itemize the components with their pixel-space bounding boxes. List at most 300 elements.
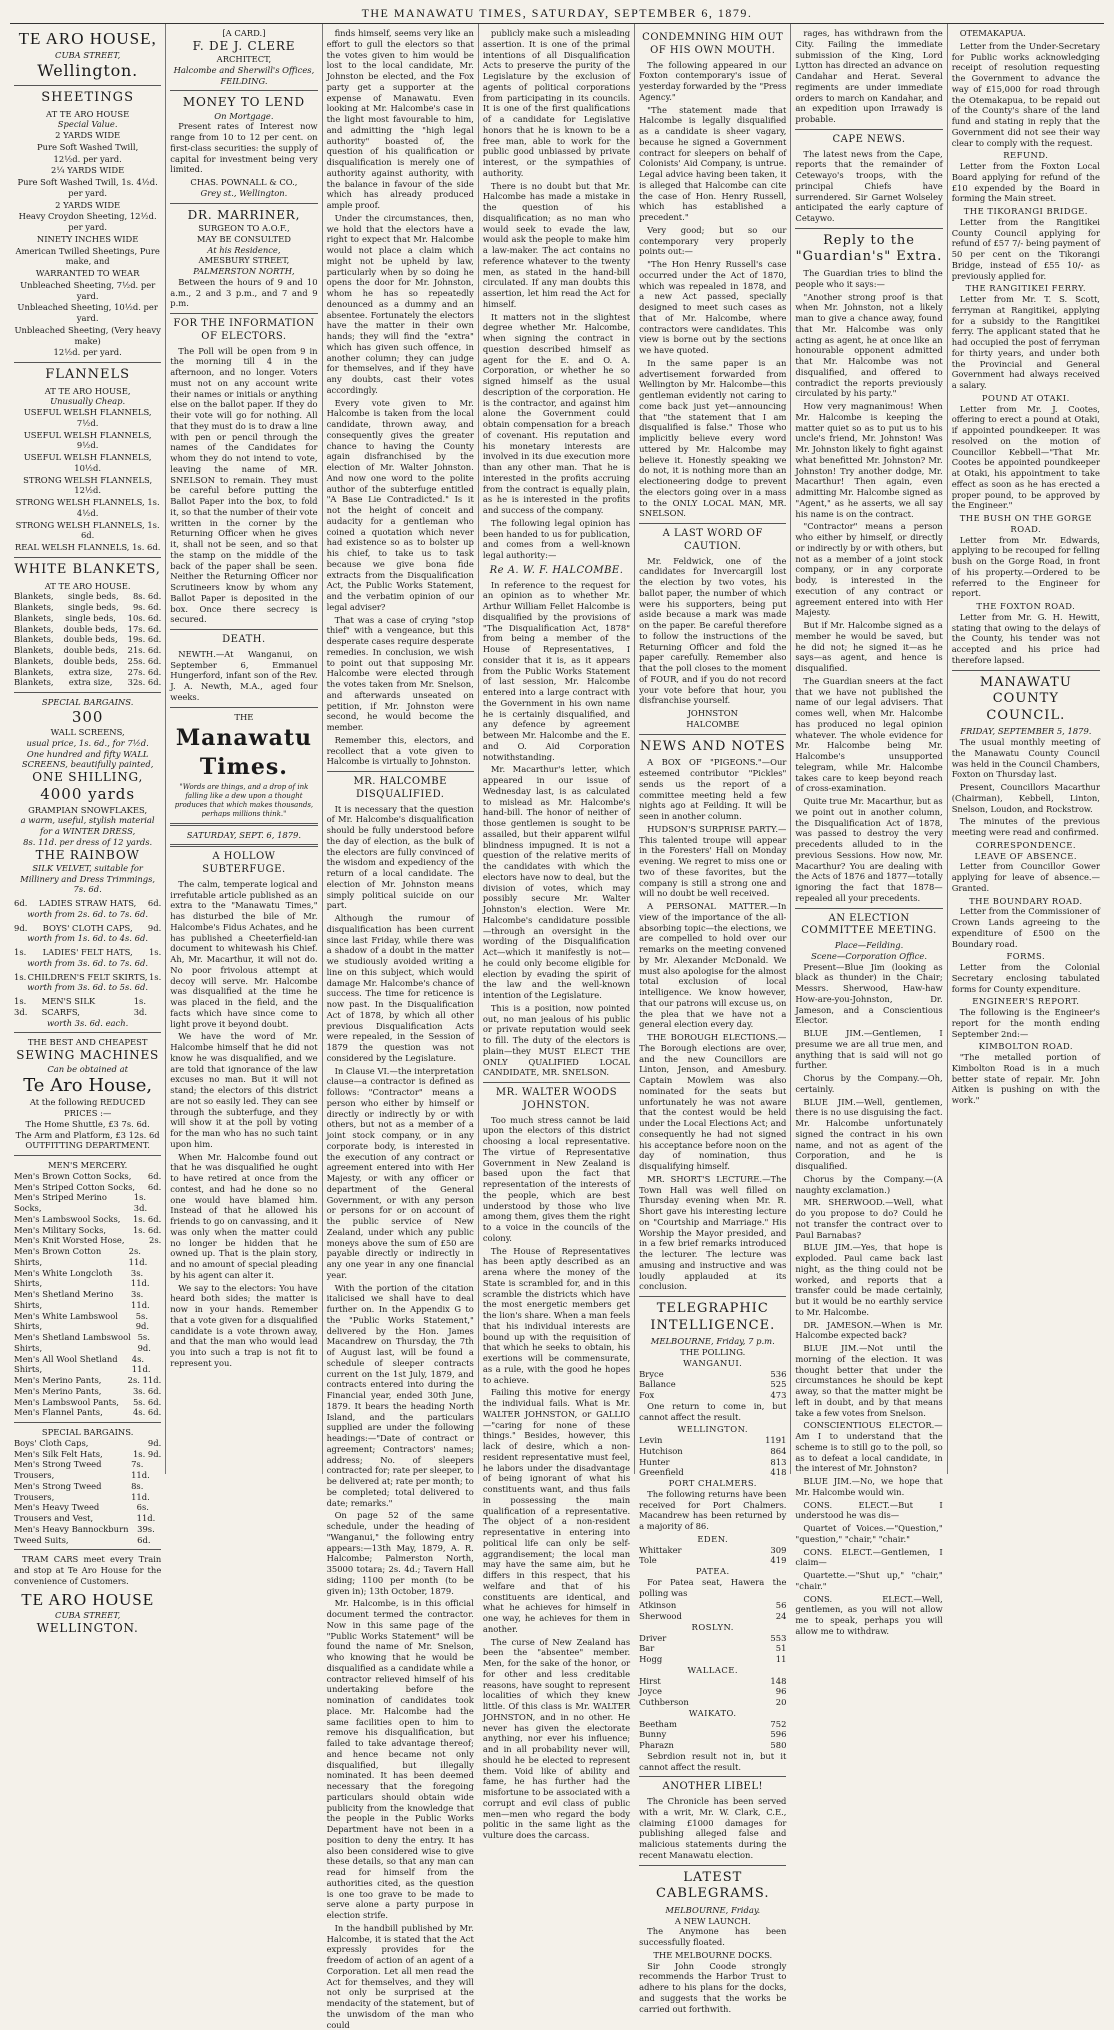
leader-text: [170, 879, 317, 1369]
divider: [14, 557, 161, 558]
sale-row: [14, 923, 161, 934]
condemning-body: [639, 60, 786, 520]
flannel-line: STRONG WELSH FLANNELS, 1s. 6d.: [15, 519, 160, 541]
committee-paragraph: CONSCIENTIOUS ELECTOR.—Am I to understand that the scheme is to still go to the poll, so as to defeat a local candidate, in the interest of Mr. Johnston?: [795, 1420, 943, 1474]
johnston-label: JOHNSTON: [687, 708, 738, 719]
sale-worth: worth from 3s. 6d. to 5s. 6d.: [27, 982, 148, 993]
divider: [14, 1549, 161, 1550]
sheeting-line: Unbleached Sheeting, 7½d. per yard.: [20, 279, 156, 301]
poll-row: [639, 1467, 786, 1478]
correspondence-heading: CORRESPONDENCE.: [975, 839, 1077, 850]
bargain-row-cell: 39s. 6d.: [137, 1523, 155, 1545]
mercery-row-cell: Men's Shetland Merino Shirts,: [14, 1289, 114, 1310]
article-paragraph: "The Hon Henry Russell's case occurred under the Act of 1870, which was repealed in 1878, and a new Act passed, specially designed to meet such cases as that of Mr. Halcombe, where contractors were candidates. This view is borne out by the sections we have quoted.: [639, 259, 787, 356]
special-bargains-2: SPECIAL BARGAINS.: [41, 1427, 134, 1438]
article-paragraph: The following legal opinion has been handed to us for publication, and comes from a well-known legal authority:—: [482, 517, 631, 560]
blanket-row-cell: 19s. 6d.: [127, 634, 162, 645]
column-7: [948, 24, 1104, 1474]
condemning-heading: CONDEMNING HIM OUT OF HIS OWN MOUTH.: [642, 32, 784, 56]
mercery-row-cell: 2s. 11d.: [127, 1375, 162, 1386]
mercery-row-cell: 1s. 6d.: [132, 1224, 162, 1235]
mercery-row: [14, 1407, 161, 1418]
column-1: [10, 24, 166, 1636]
poll-row-cell: 553: [770, 1632, 787, 1643]
article-paragraph: Very good; but so our contemporary very properly points out:—: [639, 224, 787, 257]
four-thousand: 4000 yards: [40, 785, 136, 804]
docks-text: Sir John Coode strongly recommends the Harbor Trust to adhere to his plans for the docks, and suggests that the works be carried out forthwith.: [639, 1960, 787, 2014]
blankets-sub: AT TE ARO HOUSE.: [44, 580, 131, 591]
poll-row: [639, 1457, 786, 1468]
mercery-row-cell: 3s. 6d.: [132, 1385, 162, 1396]
mercery-list: [14, 1171, 161, 1418]
article-paragraph: Every vote given to Mr. Halcombe is taken from the local candidate, thrown away, and consequently gives the greater chance to having the County again disfranchised by the election of Mr. Walter Johnston. And now one word to the polite author of the subterfuge entitled "A Base Lie Contradicted." Is it not the height of conceit and audacity for a gentleman who coined a quotation which never had existence so as to bolster up his chief, to take us to task because we give bona fide extracts from the Disqualification Act, the Public Works Statement, and the verbatim opinion of our legal adviser?: [326, 397, 474, 612]
cape-text: The latest news from the Cape, reports that the remainder of Cetewayo's troops, with the principal Chiefs have surrendered. Sir Garnet Wolseley anticipated the early capture of Cetaywo.: [795, 148, 943, 224]
column-3: [323, 24, 479, 2030]
sale-price: 1s.: [148, 971, 162, 982]
blanket-row-cell: single beds,: [67, 602, 119, 613]
gorge-heading: THE BUSH ON THE GORGE ROAD.: [959, 513, 1092, 534]
card-label: [A CARD.]: [222, 28, 266, 38]
poll-row-cell: 51: [775, 1643, 787, 1654]
divider: [639, 523, 786, 524]
mercery-row-cell: 5s. 9d.: [135, 1310, 150, 1332]
committee-paragraph: BLUE JIM.—Not until the morning of the election. It was thought better that under the circumstances he should be kept away, so that the matter might be left in doubt, and by that means take a few votes from Snelson.: [795, 1343, 943, 1418]
council-present: Present, Councillors Macarthur (Chairman), Kebbell, Linton, Snelson, Loudon, and Rockstrow.: [951, 782, 1100, 814]
mercery-row: [14, 1375, 161, 1386]
sale-row: [14, 947, 161, 958]
leader-paragraph: We have the word of Mr. Halcombe himself that he did not know he was disqualified, and we are told that ignorance of the law excuses no man. But it will not stand; the electors of this district are not so easily led. They can see through the subterfuge, and they will show it at the poll by voting for the man who has no such taint upon him.: [170, 1031, 318, 1149]
polling-heading: THE POLLING.: [680, 1347, 746, 1358]
poll-row-cell: 418: [770, 1467, 787, 1478]
committee-paragraph: BLUE JIM.—Gentlemen, I presume we are all true men, and anything that is said will not go further.: [795, 1028, 943, 1071]
poll-row: [639, 1633, 786, 1644]
one-shilling: ONE SHILLING,: [32, 770, 144, 785]
sheeting-line: 2 YARDS WIDE: [55, 199, 121, 210]
foxton-text: Letter from Mr. G. H. Hewitt, stating that owing to the delays of the County, his tender was not accepted and his price had therefore lapsed.: [951, 611, 1100, 665]
ferry-heading: THE RANGITIKEI FERRY.: [965, 283, 1087, 294]
architect: ARCHITECT,: [216, 54, 272, 65]
news-paragraph: HUDSON'S SURPRISE PARTY.—This talented troupe will appear in the Foresters' Hall on Monday evening. We regret to miss one or two of these favorites, but the company is still a strong one and will no doubt be well received.: [639, 823, 787, 899]
blanket-row-cell: double beds,: [63, 655, 118, 666]
sale-row: [14, 996, 161, 1018]
reply-body: [795, 268, 942, 904]
news-body: [639, 757, 786, 1292]
grampian-note: a warm, useful, stylish material for a WINTER DRESS,: [20, 815, 155, 837]
committee-paragraph: BLUE JIM.—No, we hope that Mr. Halcombe would win.: [795, 1476, 943, 1497]
sheeting-line: 2¼ YARDS WIDE: [51, 165, 125, 176]
mercery-row: [14, 1332, 161, 1354]
sheeting-line: American Twilled Sheetings, Pure make, and: [15, 245, 160, 267]
bargain-row: [14, 1524, 161, 1546]
blanket-row-cell: extra size,: [68, 666, 113, 677]
sheeting-line: Unbleached Sheeting, 10½d. per yard.: [17, 302, 158, 324]
tram-notice: TRAM CARS meet every Train and stop at Te Aro House for the convenience of Customers.: [14, 1554, 162, 1586]
blanket-row-cell: single beds,: [67, 591, 119, 602]
sale-price: 1s.: [14, 971, 27, 982]
wall-screens-note: usual price, 1s. 6d., for 7½d.: [26, 737, 149, 748]
article-paragraph: That was a case of crying "stop thief" with a vengeance, but this desperate cases require desperate remedies. In conclusion, we wish to point out that supposing Mr. Halcombe were elected through the votes taken from Mr. Snelson, and afterwards unseated on petition, if Mr. Johnston were second, he would become the member.: [326, 614, 474, 732]
sheeting-line: NINETY INCHES WIDE: [36, 233, 139, 244]
poll-row-cell: Tole: [639, 1555, 657, 1566]
mercery-row-cell: Men's Shetland Lambswool Shirts,: [14, 1332, 131, 1353]
tikorangi-text: Letter from the Rangitikei County Council applying for refund of £57 7/- being payment of 50 per cent on the Tikorangi Bridge, instead of £55 10/- as previously applied for.: [951, 216, 1100, 281]
grampian-price: 8s. 11d. per dress of 12 yards.: [23, 836, 153, 847]
poll-row-cell: Whittaker: [639, 1544, 682, 1555]
sale-row: [14, 972, 161, 983]
divider: [170, 313, 317, 314]
article-paragraph: The curse of New Zealand has been the "absentee" member. Men, for the sake of the honor, or for other and less creditable reasons, have sought to represent localities of which they knew little. Of this class is Mr. WALTER JOHNSTON, and in no other. He never has given the electorate anything, nor ever his influence; and in all probability never will, should he be elected to represent them. Void like of ability and fame, he has further had the misfortune to be associated with a corrupt and evil class of public men—men who regard the body politic in the same light as the vulture does the carcass.: [482, 1636, 631, 1841]
article-body: [952, 28, 1100, 148]
poll-row: [639, 1729, 786, 1740]
reply-paragraph: The Guardian sneers at the fact that we have not published the name of our legal advisers. That comes well, when Mr. Halcombe has produced no legal opinion whatever. The whole evidence for Mr. Halcombe being Mr. Halcombe's unsupported telegram, while Mr. Halcombe takes care to keep beyond reach of cross-examination.: [795, 675, 943, 794]
sale-item: CHILDREN'S FELT SKIRTS,: [27, 971, 148, 982]
bargain-row-cell: 6s. 11d.: [136, 1502, 156, 1524]
blanket-row-cell: Blankets,: [14, 591, 54, 602]
waikato-results: [639, 1719, 786, 1751]
news-paragraph: MR. SHORT'S LECTURE.—The Town Hall was well filled on Thursday evening when Mr. R. Short gave his interesting lecture on "Courtship and Marriage." His Worship the Mayor presided, and in a few brief remarks introduced the lecturer. The lecture was amusing and instructive and was loudly applauded at its conclusion.: [639, 1173, 787, 1292]
poll-row: [639, 1390, 786, 1401]
article-paragraph: The House of Representatives has been aptly described as an arena where the money of the State is scrambled for, and in this scramble the districts which have the most energetic members get the lion's share. When a man feels that his individual interests are bound up with the requisition of that which he seeks to obtain, his exertions will be commensurate, as a rule, with the good he hopes to achieve.: [482, 1245, 631, 1385]
sale-item: MEN'S SILK SCARFS,: [41, 996, 96, 1017]
flannel-line: USEFUL WELSH FLANNELS, 9½d.: [23, 429, 152, 451]
blanket-row-cell: Blankets,: [14, 634, 54, 645]
mercery-row-cell: Men's Military Socks,: [14, 1224, 107, 1235]
poll-row-cell: 1191: [765, 1435, 787, 1446]
mercery-row-cell: 1s. 6d.: [132, 1213, 162, 1224]
divider: [170, 90, 317, 91]
rainbow-note: SILK VELVET, suitable for Millinery and Dress Trimmings, 7s. 6d.: [20, 862, 156, 895]
bargain-row-cell: Men's Strong Tweed Trousers,: [14, 1480, 102, 1502]
opinion-paragraph: This is a position, now pointed out, no man jealous of his public or private reputation would seek to fill. The duty of the electors is plain—they MUST ELECT THE ONLY QUALIFIED LOCAL CANDIDATE, MR. SNELSON.: [482, 1002, 631, 1078]
bargain-row-cell: 8s. 11d.: [131, 1480, 150, 1502]
pownall-address: Grey st., Wellington.: [200, 187, 288, 198]
mercery-row-cell: Men's Striped Cotton Socks,: [14, 1181, 136, 1192]
the-label: THE: [234, 711, 254, 722]
bargain-row: [14, 1502, 161, 1524]
wallace-heading: WALLACE.: [687, 1664, 739, 1675]
palmerston: PALMERSTON NORTH,: [193, 266, 295, 277]
masthead: THE MANAWATU TIMES, SATURDAY, SEPTEMBER 6, 1879.: [10, 6, 1104, 24]
mercery-row: [14, 1268, 161, 1290]
eden-results: [639, 1545, 786, 1567]
poll-row-cell: Hirst: [639, 1675, 661, 1686]
sheeting-line: Pure Soft Washed Twill,: [37, 141, 139, 152]
blanket-row-cell: Blankets,: [14, 602, 54, 613]
committee-paragraph: BLUE JIM.—Yes, that hope is exploded. Paul came back last night, as the thing could not be worked, and reports that a transfer could be made certainly, but it would be no earthly service to Mr. Halcombe.: [795, 1242, 943, 1317]
kimbolton-text: "The metalled portion of Kimbolton Road is in a much better state of repair. Mr. John Aitken is pushing on with the work.": [951, 1052, 1100, 1106]
poll-row: [639, 1379, 786, 1390]
mercery-row-cell: Men's Lambswool Socks,: [14, 1213, 121, 1224]
divider: [639, 1865, 786, 1866]
blanket-row: [14, 624, 161, 635]
footer-street: CUBA STREET,: [55, 1610, 121, 1621]
mercery-row-cell: Men's White Lambswool Shirts,: [14, 1310, 118, 1332]
sale-price: 9d.: [147, 922, 162, 933]
sale-price: 6d.: [14, 898, 28, 909]
article-paragraph: In the handbill published by Mr. Halcombe, it is stated that the Act expressly provides for the freedom of action of an agent of a Corporation. Let all men read the Act for themselves, and they will not only be surprised at the mendacity of the statement, but of the unwisdom of the man who could: [326, 1922, 474, 2030]
clere-address: Halcombe and Sherwill's Offices, FEILDING.: [173, 64, 315, 86]
poll-row-cell: 752: [770, 1718, 787, 1729]
poll-row: [639, 1435, 786, 1446]
special-value: Special Value.: [57, 119, 118, 130]
flannel-line: STRONG WELSH FLANNELS, 12½d.: [23, 474, 153, 496]
poll-row-cell: Hutchison: [639, 1445, 683, 1456]
article-paragraph: "The statement made that Halcombe is legally disqualified as a candidate is sheer vagary, because he signed a Government contract for sleepers on behalf of Colonists' Aid Company, is untrue. Legal advice having been taken, it is alleged that Halcombe can cite the case of Hon. Henry Russell, which has established a precedent.": [639, 104, 787, 223]
divider: [639, 1296, 786, 1297]
divider: [795, 129, 942, 130]
poll-row: [639, 1446, 786, 1457]
money-heading: MONEY TO LEND: [182, 95, 305, 110]
forms-heading: FORMS.: [1006, 951, 1046, 962]
sale-worth: worth from 3s. 6d. to 7s. 6d.: [27, 957, 148, 968]
mercery-row-cell: Men's Merino Pants,: [14, 1385, 102, 1396]
sheeting-line: Unbleached Sheeting, (Very heavy make): [14, 324, 161, 346]
committee-paragraph: CONS. ELECT.—Gentlemen, I claim—: [795, 1546, 943, 1568]
reply-paragraph: "Another strong proof is that when Mr. Johnston, not a likely man to give a chance away, found that Mr. Halcombe was only acting as agent, he at once like an honourable opponent admitted that Mr. Halcombe was not disqualified, and offered to contradict the reports previously circulated by his party.": [795, 291, 943, 399]
johnston-body: [483, 1115, 630, 1841]
divider: [170, 629, 317, 630]
article-paragraph: The following appeared in our Foxton contemporary's issue of yesterday forwarded by the "Press Agency.": [639, 59, 787, 102]
flannel-line: STRONG WELSH FLANNELS, 1s. 4½d.: [15, 497, 160, 518]
blanket-row-cell: Blankets,: [14, 655, 54, 666]
poll-row: [639, 1555, 786, 1566]
poll-row-cell: 24: [775, 1611, 787, 1622]
poll-row-cell: 56: [775, 1600, 787, 1611]
blanket-row-cell: Blankets,: [14, 666, 54, 677]
divider: [14, 1155, 161, 1156]
flannel-line: REAL WELSH FLANNELS, 1s. 6d.: [14, 542, 161, 553]
blanket-row-cell: 17s. 6d.: [127, 623, 162, 634]
otaki-text: Letter from Mr. J. Cootes, offering to erect a pound at Otaki, if appointed poundkeeper. It was resolved on the motion of Councillor Kebbell—"That Mr. Cootes be appointed poundkeeper at Otaki, his appointment to take effect as soon as he has erected a proper pound, to be approved by the Engineer.": [951, 403, 1100, 511]
article-paragraph: OTEMAKAPUA.: [959, 28, 1026, 38]
bargain-row-cell: 7s. 11d.: [131, 1459, 150, 1481]
poll-row-cell: Hunter: [639, 1456, 670, 1467]
flannels-list: [14, 407, 161, 553]
blanket-row: [14, 634, 161, 645]
leader-paragraph: We say to the electors: You have heard both sides; the matter is now in your hands. Remember that a vote given for a disqualified candidate is a vote thrown away, and that the man who would lead you into such a trap is not fit to represent you.: [170, 1282, 318, 1368]
opinion-body: [483, 580, 630, 1079]
warning-heading: A LAST WORD OF CAUTION.: [662, 528, 763, 552]
poll-row-cell: 309: [770, 1544, 787, 1555]
committee-paragraph: Quartette.—"Shut up," "chair," "chair.": [795, 1570, 943, 1591]
blanket-row-cell: double beds,: [63, 634, 118, 645]
committee-paragraph: Present—Blue Jim (looking as black as thunder) in the Chair; Messrs. Sherwood, Haw-haw How-are-you-Johnston, Dr. Jameson, and a Conscientious Elector.: [795, 961, 943, 1026]
mercery-row-cell: 6d.: [147, 1181, 162, 1192]
store-city: Wellington.: [37, 60, 139, 80]
divider: [170, 707, 317, 708]
blanket-row-cell: double beds,: [63, 623, 118, 634]
waikato-note: Sebrdion result not in, but it cannot affect the result.: [639, 1750, 787, 1772]
council-heading: MANAWATU COUNTY COUNCIL.: [979, 674, 1072, 723]
residence: At his Residence,: [207, 244, 281, 255]
poll-row-cell: 813: [770, 1456, 787, 1467]
wallace-results: [639, 1676, 786, 1708]
committee-paragraph: Quartet of Voices.—"Question," "question," "chair," "chair.": [795, 1523, 943, 1544]
warning-body: [639, 556, 786, 707]
mercery-row-cell: 5s. 6d.: [132, 1396, 162, 1407]
cape-heading: CAPE NEWS.: [832, 133, 906, 145]
mercery-row: [14, 1311, 161, 1333]
poll-row-cell: Fox: [639, 1390, 655, 1401]
blanket-row: [14, 677, 161, 688]
bargain-300: 300: [71, 707, 104, 726]
mercery-row: [14, 1235, 161, 1246]
article-paragraph: In Clause VI.—the interpretation clause—a contractor is defined as follows: "Contractor" means a person who either by himself or directly or indirectly by or with others, but not as a member of a joint stock company, or in any corporate body, is interested in the execution of any contract or agreement entered into with Her Majesty, or with any officer or department of the General Government, or with any person or persons for or on account of the public service of New Zealand, under which any public moneys above the sum of £50 are payable directly or indirectly in any one year in any one financial year.: [326, 1065, 474, 1280]
divider: [639, 1776, 786, 1777]
libel-heading: ANOTHER LIBEL!: [662, 1781, 763, 1793]
article-body: [327, 28, 474, 767]
wanganui-results: [639, 1369, 786, 1401]
mercery-row: [14, 1397, 161, 1408]
mercery-row-cell: Men's Brown Cotton Socks,: [14, 1170, 132, 1181]
wall-screens-hundred: One hundred and fifty WALL SCREENS, beautifully painted,: [21, 748, 154, 770]
electors-text: The Poll will be open from 9 in the morning till 4 in the afternoon, and no longer. Voters must not on any account write their names or initials or anything else on the ballot paper. If they do their vote will go for nothing. All that they must do is to draw a line with pen or pencil through the names of the Candidates for whom they do not intend to vote, leaving the name of MR. SNELSON to remain. They must be careful before putting the Ballot Paper into the box, to fold it, so that the number of their vote written in the corner by the Returning Officer when he gives it, shall not be seen, and so that the stamp on the middle of the back of the paper shall be seen. Neither the Returning Officer nor Scrutineers know by whom any Ballot Paper is deposited in the box. Once there secrecy is secured.: [170, 345, 318, 625]
poll-row-cell: 20: [775, 1697, 787, 1708]
committee-place: Place—Feilding.: [834, 940, 904, 951]
divider: [14, 85, 161, 86]
mercery-row-cell: 3s. 11d.: [130, 1267, 150, 1289]
paper-title: Manawatu Times.: [175, 725, 313, 780]
pownall: CHAS. POWNALL & CO.,: [190, 177, 298, 188]
council-text: The usual monthly meeting of the Manawatu County Council was held in the Council Chambers, Foxton on Thursday last.: [951, 737, 1100, 780]
blanket-row-cell: 9s. 6d.: [132, 602, 162, 613]
columns: [10, 24, 1104, 2030]
blanket-row-cell: single beds,: [65, 612, 116, 623]
blanket-row: [14, 667, 161, 678]
divider: [170, 823, 317, 826]
bargain-row-cell: Men's Silk Felt Hats,: [14, 1448, 103, 1459]
poll-row-cell: 596: [770, 1729, 787, 1740]
warning-paragraph: Mr. Feldwick, one of the candidates for Invercargill lost the election by two votes, his ballot paper, the number of which were his supporters, being put aside because a mark was made on the paper. Be careful therefore to follow the instructions of the Returning Officer and fold the paper carefully. Remember also that the poll closes to the moment of FOUR, and if you do not record your vote before that hour, you disfranchise yourself.: [639, 555, 787, 706]
sale-row: [14, 898, 161, 909]
otaki-heading: POUND AT OTAKI.: [981, 392, 1070, 403]
poll-row-cell: 525: [770, 1379, 787, 1390]
poll-row-cell: Sherwood: [639, 1611, 682, 1622]
blankets-list: [14, 591, 161, 688]
outfitting: OUTFITTING DEPARTMENT.: [25, 1140, 150, 1151]
opinion-paragraph: In reference to the request for an opinion as to whether Mr. Arthur William Fellet Halcombe is disqualified by the provisions of "The Disqualification Act, 1878" from being a member of the House of Representatives, I consider that it is, as it appears from the Public Works Statement of last session, Mr. Halcombe entered into a large contract with the Government in his own name he is certainly disqualified, and any defence by agreement between Mr. Halcombe and the E. and O. Aid Corporation notwithstanding.: [482, 579, 631, 762]
wellington-heading: WELLINGTON.: [677, 1424, 749, 1435]
divider: [327, 771, 474, 772]
sheeting-line: WARRANTED TO WEAR: [35, 268, 140, 279]
death-text: NEWTH.—At Wanganui, on September 6, Emmanuel Hungerford, infant son of the Rev. J. A. Newth, M.A., aged four weeks.: [170, 648, 318, 702]
mercery-row-cell: Men's Merino Pants,: [14, 1375, 102, 1386]
store-name: TE ARO HOUSE,: [18, 29, 157, 48]
news-heading: NEWS AND NOTES: [639, 738, 786, 754]
foxton-heading: THE FOXTON ROAD.: [976, 601, 1076, 611]
bargain-row-cell: 1s. 9d.: [132, 1448, 162, 1459]
sale-item: LADIES STRAW HATS,: [38, 898, 137, 909]
leave-heading: LEAVE OF ABSENCE.: [974, 850, 1078, 861]
telegraphic-heading: TELEGRAPHIC INTELLIGENCE.: [650, 1301, 776, 1333]
sale-price: 1s. 3d.: [14, 996, 28, 1017]
reply-paragraph: But if Mr. Halcombe signed as a member he would be saved, but he did not; he signed it—as he says—as agent, and hence is disqualified.: [795, 620, 943, 674]
mercery-row-cell: Men's Flannel Pants,: [14, 1407, 103, 1418]
article-paragraph: On page 52 of the same schedule, under the heading of "Wanganui," the following entry appears:—13th May, 1879, A. R. Halcombe; Palmerston North, 35000 totara; 2s. 4d.; Tavern Hall siding; 1100 per month (to be given in); 13th October, 1879.: [326, 1510, 474, 1596]
mercery-row-cell: 6d.: [147, 1170, 162, 1181]
mercery-row-cell: 4s. 6d.: [132, 1407, 162, 1418]
divider: [14, 362, 161, 363]
boundary-text: Letter from the Commissioner of Crown Lands agreeing to the expenditure of £500 on the Boundary road.: [951, 906, 1100, 949]
leader-heading: A HOLLOW SUBTERFUGE.: [202, 851, 286, 876]
poll-row: [639, 1369, 786, 1380]
roslyn-results: [639, 1633, 786, 1665]
sheeting-line: Pure Soft Washed Twill, 1s. 4½d. per yard.: [17, 177, 158, 198]
article-paragraph: Remember this, electors, and recollect that a vote given to Halcombe is virtually to Johnston.: [326, 734, 474, 767]
poll-row: [639, 1740, 786, 1751]
wanganui-heading: WANGANUI.: [683, 1357, 743, 1368]
sheetings-sub: AT TE ARO HOUSE: [46, 108, 130, 119]
divider: [795, 228, 942, 229]
flannels-sub: AT TE ARO HOUSE,: [44, 385, 131, 396]
divider: [795, 908, 942, 909]
poll-row-cell: Beetham: [639, 1718, 677, 1729]
poll-row-cell: 473: [770, 1390, 787, 1401]
sheeting-line: 2 YARDS WIDE: [55, 130, 121, 141]
bargain-row-cell: Boys' Cloth Caps,: [14, 1437, 89, 1448]
reply-paragraph: The Guardian tries to blind the people who it says:—: [795, 268, 943, 289]
mercery-row: [14, 1225, 161, 1236]
mercery-row-cell: 5s. 9d.: [137, 1332, 151, 1353]
committee-scene: Scene—Corporation Office.: [811, 950, 927, 961]
flannels-heading: FLANNELS: [45, 367, 131, 383]
te-aro-house: Te Aro House,: [23, 1075, 153, 1097]
poll-row-cell: 419: [770, 1555, 787, 1566]
divider: [14, 692, 161, 693]
sheeting-line: 12½d. per yard.: [53, 347, 122, 358]
bargain-row-cell: 9d.: [147, 1437, 162, 1448]
marriner: DR. MARRINER,: [187, 207, 301, 222]
boundary-heading: THE BOUNDARY ROAD.: [969, 895, 1083, 906]
store-street: CUBA STREET,: [55, 49, 121, 60]
article-paragraph: It is necessary that the question of Mr. Halcombe's disqualification should be fully understood before the day of election, as the bulk of the electors are fully convinced of the wisdom and expediency of the return of a local candidate. The election of Mr. Johnston means simply political suicide on our part.: [326, 803, 474, 911]
poll-row: [639, 1686, 786, 1697]
blanket-row-cell: Blankets,: [14, 645, 54, 656]
poll-row: [639, 1719, 786, 1730]
bargain-row: [14, 1459, 161, 1481]
patea-results: [639, 1600, 786, 1622]
column-5: [635, 24, 791, 2014]
committee-paragraph: Chorus by the Company.—Oh, certainly.: [795, 1073, 943, 1094]
surgeon: SURGEON TO A.O.F.,: [198, 223, 290, 234]
divider: [14, 1032, 161, 1033]
mercery-row-cell: 2s. 11d.: [128, 1246, 148, 1267]
poll-row-cell: 580: [770, 1740, 787, 1751]
home-shuttle: The Home Shuttle, £3 7s. 6d.: [25, 1118, 150, 1129]
sale-worth: worth 3s. 6d. each.: [46, 1017, 129, 1028]
sale-price: 9d.: [14, 922, 28, 933]
poll-row-cell: Greenfield: [639, 1467, 684, 1478]
leader-paragraph: When Mr. Halcombe found out that he was disqualified he ought to have retired at once from the contest, and had he done so no one would have blamed him. Instead of that he allowed his friends to go on canvassing, and it was only when the matter could no longer be hidden that he owned up. That is the plain story, and no amount of special pleading by his agent can alter it.: [170, 1151, 318, 1280]
committee-paragraph: BLUE JIM.—Well, gentlemen, there is no use disguising the fact. Mr. Halcombe unfortunately signed the contract in his own name, and not as agent of the Corporation, and he is disqualified.: [795, 1096, 943, 1172]
committee-heading: AN ELECTION COMMITTEE MEETING.: [801, 912, 937, 937]
sale-list: [14, 898, 161, 1028]
docks-heading: THE MELBOURNE DOCKS.: [653, 1949, 773, 1960]
blanket-row-cell: 32s. 6d.: [127, 677, 162, 688]
article-paragraph: Letter from the Under-Secretary for Public works acknowledging receipt of resolution requesting the Government to advance the way of £15,000 for road through the Otemakapua, to be repaid out of the County's share of the land fund and stating in reply that the Government did not see their way clear to comply with the request.: [951, 40, 1100, 148]
mercery-row-cell: 3s. 11d.: [131, 1289, 150, 1310]
johnston-heading: MR. WALTER WOODS JOHNSTON.: [495, 1087, 618, 1111]
divider: [170, 203, 317, 204]
sheetings-list: [14, 130, 161, 358]
blanket-row-cell: 27s. 6d.: [127, 666, 162, 677]
blanket-row: [14, 656, 161, 667]
death-heading: DEATH.: [222, 634, 266, 646]
mercery-row-cell: Men's Lambswool Pants,: [14, 1396, 119, 1407]
column-6: [791, 24, 947, 1636]
newspaper-page: [10, 6, 1104, 2030]
article-paragraph: rages, has withdrawn from the City. Failing the immediate submission of the King, Lord Lytton has directed an advance on Candahar and Herat. Several regiments are under immediate orders to march on Kandahar, and an expedition upon Irrawady is probable.: [795, 28, 943, 124]
